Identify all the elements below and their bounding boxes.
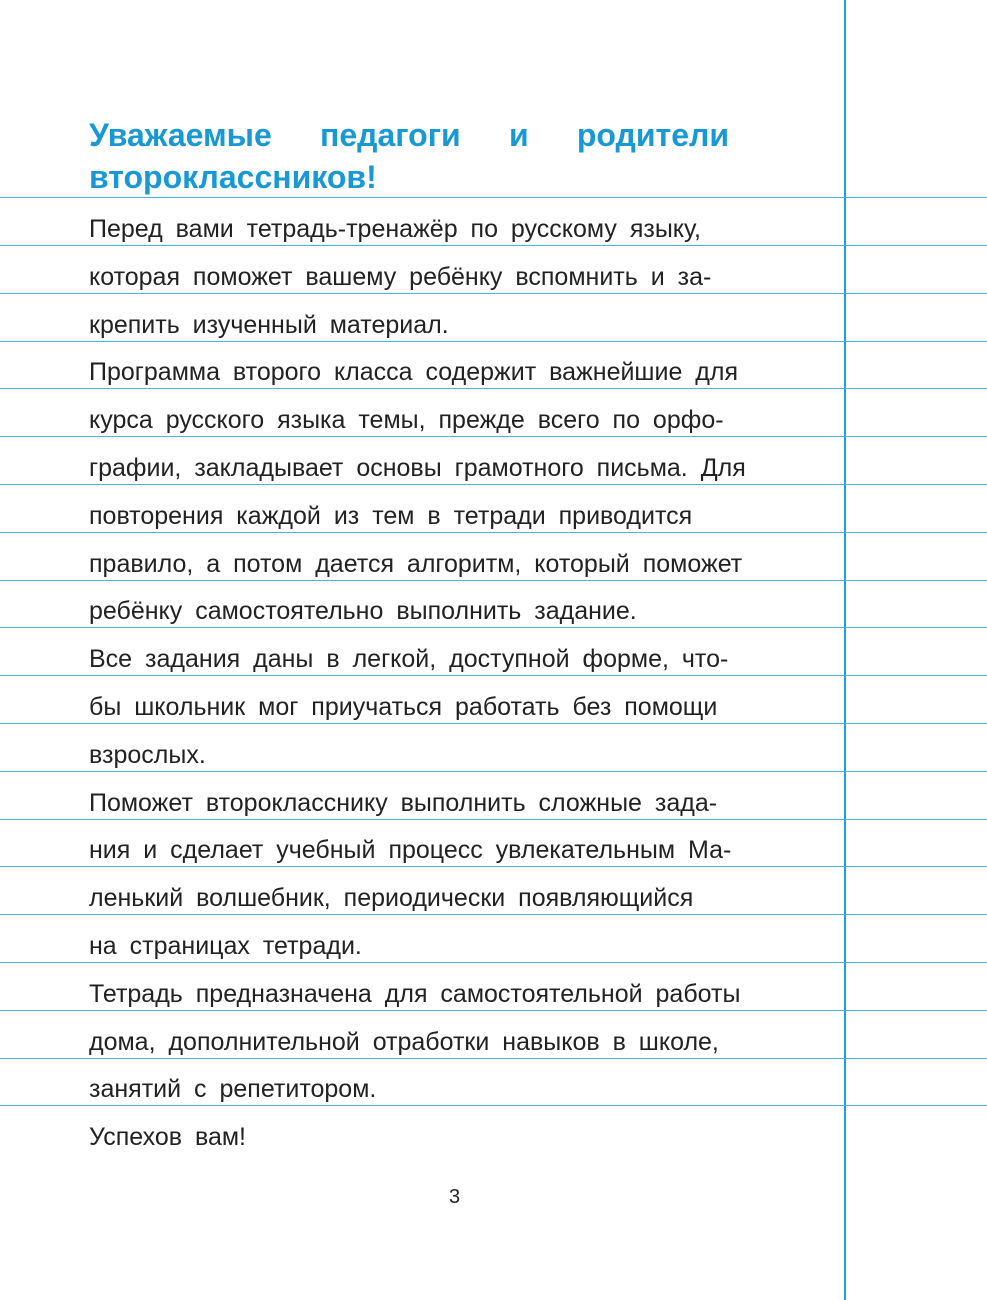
body-text-line: бы школьник мог приучаться работать без помощи (89, 693, 718, 721)
ruled-line (0, 866, 987, 867)
body-text-line: Успехов вам! (89, 1123, 246, 1151)
body-text-line: Перед вами тетрадь-тренажёр по русскому языку, (89, 215, 701, 243)
body-text-line: на страницах тетради. (89, 932, 362, 960)
body-text-line: правило, а потом дается алгоритм, который поможет (89, 550, 743, 578)
body-text-line: графии, закладывает основы грамотного письма. Для (89, 454, 746, 482)
ruled-line (0, 675, 987, 676)
body-text-line: Программа второго класса содержит важнейшие для (89, 358, 739, 386)
ruled-line (0, 484, 987, 485)
body-text-line: ния и сделает учебный процесс увлекательным Ма- (89, 836, 732, 864)
ruled-line (0, 245, 987, 246)
ruled-line (0, 723, 987, 724)
page-title (89, 114, 729, 198)
title-line-1: Уважаемые педагоги и родители (89, 117, 729, 153)
body-text-line: которая поможет вашему ребёнку вспомнить и за- (89, 263, 712, 291)
body-text-line: повторения каждой из тем в тетради приводится (89, 502, 693, 530)
body-text-line: крепить изученный материал. (89, 311, 449, 339)
ruled-line (0, 962, 987, 963)
ruled-line (0, 627, 987, 628)
body-text-line: дома, дополнительной отработки навыков в школе, (89, 1028, 719, 1056)
ruled-line (0, 914, 987, 915)
ruled-line (0, 388, 987, 389)
body-text-line: Тетрадь предназначена для самостоятельной работы (89, 980, 741, 1008)
ruled-line (0, 1058, 987, 1059)
page-number: 3 (449, 1186, 461, 1208)
ruled-line (0, 436, 987, 437)
body-text-line: занятий с репетитором. (89, 1075, 377, 1103)
ruled-line (0, 293, 987, 294)
ruled-line (0, 819, 987, 820)
title-line-2: второклассников! (89, 159, 377, 195)
ruled-line (0, 532, 987, 533)
body-text-line: курса русского языка темы, прежде всего по орфо- (89, 406, 724, 434)
body-text-line: Все задания даны в легкой, доступной форме, что- (89, 645, 729, 673)
ruled-line (0, 341, 987, 342)
ruled-line (0, 1010, 987, 1011)
body-text-line: взрослых. (89, 741, 206, 769)
ruled-line (0, 1105, 987, 1106)
body-text-line: ребёнку самостоятельно выполнить задание. (89, 597, 637, 625)
body-text-line: ленький волшебник, периодически появляющийся (89, 884, 694, 912)
ruled-line (0, 771, 987, 772)
ruled-line (0, 580, 987, 581)
body-text-line: Поможет второкласснику выполнить сложные зада- (89, 789, 718, 817)
